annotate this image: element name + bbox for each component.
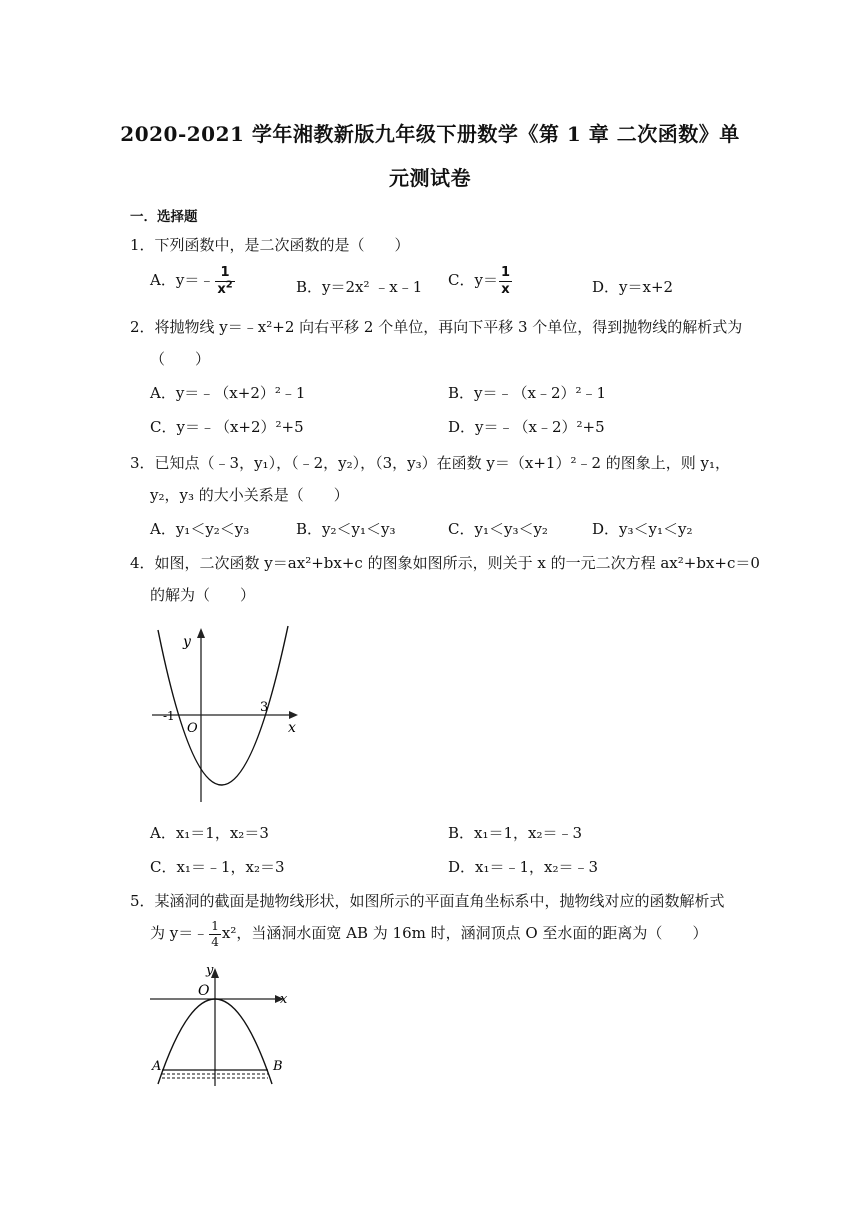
fraction-denominator: $x^2$ [217,279,233,297]
q4-option-b: B．x₁＝1，x₂＝﹣3 [448,824,583,842]
fig-root-3-label: 3 [260,700,269,715]
fraction-numerator: 1 [211,919,219,933]
q1-option-c-label: C． [448,271,475,290]
q1-option-a-expr: y＝﹣ [175,271,215,290]
q1-option-a [150,266,236,296]
q4-option-d: D．x₁＝﹣1，x₂＝﹣3 [448,858,599,876]
fraction-denominator-base: x [217,281,226,297]
title-line-2: 元测试卷 [389,166,471,190]
fig-origin-label: O [187,721,198,736]
q2-option-a: A．y＝﹣（x+2）²﹣1 [150,384,306,402]
q1-option-c-fraction [499,266,512,296]
q4-parabola-figure [148,620,308,806]
q1-option-a-label: A． [150,271,176,290]
fig-root-neg1-label: -1 [163,709,175,723]
q2-option-d: D．y＝﹣（x﹣2）²+5 [448,418,605,436]
q1-option-c-expr: y＝ [474,271,498,290]
fig-y-label: y [183,634,191,650]
q2-option-c: C．y＝﹣（x+2）²+5 [150,418,304,436]
q1-option-a-fraction [215,266,234,296]
fig-point-b-label: B [273,1059,283,1074]
q5-expr-suffix: x²，当涵洞水面宽 AB 为 16m 时，涵洞顶点 O 至水面的距离为（ ） [221,924,708,943]
q2-option-b: B．y＝﹣（x﹣2）²﹣1 [448,384,607,402]
q3-option-d: D．y₃＜y₁＜y₂ [592,520,693,538]
x-axis-arrow-icon [289,711,298,719]
title-line-1: 2020-2021 学年湘教新版九年级下册数学《第 1 章 二次函数》单 [120,122,740,146]
fig-x-label: x [280,992,288,1007]
q1-option-b: B．y＝2x² ﹣x﹣1 [296,278,423,296]
q3-option-a: A．y₁＜y₂＜y₃ [150,520,250,538]
q5-culvert-figure [148,962,298,1092]
q4-option-a: A．x₁＝1，x₂＝3 [150,824,269,842]
q2-stem-line-1: 2．将抛物线 y＝﹣x²+2 向右平移 2 个单位，再向下平移 3 个单位，得到抛物线的解析式为 [130,318,743,336]
q5-stem-line-1: 5．某涵洞的截面是抛物线形状，如图所示的平面直角坐标系中，抛物线对应的函数解析式 [130,892,725,910]
section-heading: 一．选择题 [130,209,198,225]
q4-option-c: C．x₁＝﹣1，x₂＝3 [150,858,285,876]
fraction-numerator: 1 [220,265,230,280]
fraction-denominator: x [501,281,510,297]
q5-stem-line-2 [150,920,707,948]
q3-option-c: C．y₁＜y₃＜y₂ [448,520,548,538]
parabola-curve [158,626,288,785]
q3-stem-line-2: y₂，y₃ 的大小关系是（ ） [150,486,349,504]
q5-expr-prefix: 为 y＝﹣ [150,924,209,943]
fig-origin-label: O [198,983,210,999]
q5-fraction [209,920,221,948]
q1-option-c [448,266,513,296]
q1-option-d: D．y＝x+2 [592,278,674,296]
q1-stem: 1．下列函数中，是二次函数的是（ ） [130,236,410,254]
fig-y-label: y [206,963,214,978]
q3-stem-line-1: 3．已知点（﹣3，y₁），（﹣2，y₂），（3，y₃）在函数 y＝（x+1）²﹣2 的图象上，则 y₁， [130,454,731,472]
q4-stem-line-1: 4．如图，二次函数 y＝ax²+bx+c 的图象如图所示，则关于 x 的一元二次方程 ax²+bx+c＝0 [130,554,760,572]
y-axis-arrow-icon [197,628,205,638]
q4-stem-line-2: 的解为（ ） [150,586,256,604]
fig-x-label: x [288,720,296,736]
fig-point-a-label: A [152,1059,162,1074]
q2-stem-line-2: （ ） [150,350,211,368]
q3-option-b: B．y₂＜y₁＜y₃ [296,520,396,538]
fraction-denominator: 4 [211,934,219,949]
fraction-numerator: 1 [500,265,511,280]
